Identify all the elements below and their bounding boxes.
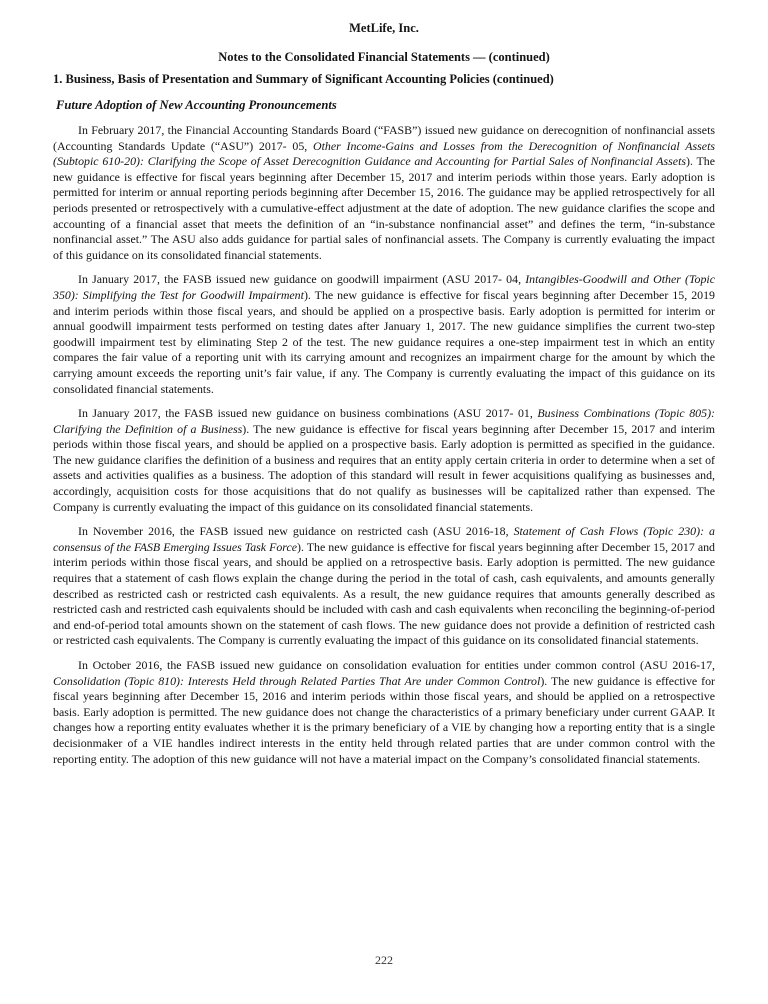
paragraph-text-segment: ). The new guidance is effective for fiscal years beginning after December 15, 2017 and interim periods within those fiscal years, and should be applied on a retrospective basis. Early adoption is permitted. The new guidance requires that a statement of cash flows explain the change during the period in the total of cash, cash equivalents, and amounts generally described as restricted cash or restricted cash equivalents. As a result, the new guidance requires that amounts generally described as restricted cash and restricted cash equivalents should be included with cash and cash equivalents when reconciling the beginning-of-period and end-of-period total amounts shown on the statement of cash flows. The new guidance does not provide a definition of restricted cash or restricted cash equivalents. The Company is currently evaluating the impact of this guidance on its consolidated financial statements. [53,539,715,648]
paragraph-italic-segment: Business Combinations (Topic 805): Clarifying the Definition of a Business [53,406,715,436]
subsection-heading: Future Adoption of New Accounting Pronouncements [56,98,337,112]
document-title: MetLife, Inc. [349,21,419,35]
paragraph-text-segment: ). The new guidance is effective for fiscal years beginning after December 15, 2019 and interim periods within those fiscal years, and should be applied on a prospective basis. Early adoption is permitted for interim or annual goodwill impairment tests performed on testing dates after January 1, 2017. The new guidance simplifies the current two-step goodwill impairment test by eliminating Step 2 of the test. The new guidance requires a one-step impairment test in which an entity compares the fair value of a reporting unit with its carrying amount and recognizes an impairment charge for the amount by which the carrying amount exceeds the reporting unit’s fair value, if any. The Company is currently evaluating the impact of this guidance on its consolidated financial statements. [53,287,715,396]
paragraph [53,658,715,767]
paragraph [53,524,715,649]
paragraph-italic-segment: Other Income-Gains and Losses from the Derecognition of Nonfinancial Assets (Subtopic 610-20): Clarifying the Scope of Asset Derecognition Guidance and Accounting for Partial Sales of Nonfinancial Assets [53,138,715,169]
page-number: 222 [375,953,393,967]
paragraph-text-segment: In January 2017, the FASB issued new guidance on goodwill impairment (ASU 2017- 04, [78,272,526,287]
paragraph-text-segment: In January 2017, the FASB issued new guidance on business combinations (ASU 2017- 01, [78,406,538,421]
paragraph [53,123,715,263]
paragraph-italic-segment: Statement of Cash Flows (Topic 230): a consensus of the FASB Emerging Issues Task Force [53,524,715,554]
paragraph [53,272,715,397]
paragraph-italic-segment: Intangibles-Goodwill and Other (Topic 350): Simplifying the Test for Goodwill Impairment [53,272,715,302]
paragraph-text-segment: ). The new guidance is effective for fiscal years beginning after December 15, 2016 and interim periods within those fiscal years, and should be applied on a retrospective basis. Early adoption is permitted. The new guidance does not change the characteristics of a primary beneficiary under current GAAP. It changes how a reporting entity evaluates whether it is the primary beneficiary of a VIE by changing how a reporting entity that is a single decisionmaker of a VIE handles indirect interests in the entity held through related parties that are under common control with the reporting entity. The adoption of this new guidance will not have a material impact on the Company’s consolidated financial statements. [53,673,715,766]
paragraph-text-segment: ). The new guidance is effective for fiscal years beginning after December 15, 2017 and interim periods within those years. Early adoption is permitted for interim or annual reporting periods beginning after December 15, 2016. The guidance may be applied retrospectively for all periods presented or retrospectively with a cumulative-effect adjustment at the date of adoption. The new guidance clarifies the scope and accounting of a financial asset that meets the definition of an “in-substance nonfinancial asset” and defines the term, “in-substance nonfinancial asset.” The ASU also adds guidance for partial sales of nonfinancial assets. The Company is currently evaluating the impact of this guidance on its consolidated financial statements. [53,154,715,262]
paragraph [53,406,715,515]
paragraph-text-segment: In November 2016, the FASB issued new guidance on restricted cash (ASU 2016-18, [78,524,514,539]
paragraph-italic-segment: Consolidation (Topic 810): Interests Held through Related Parties That Are under Common Control [53,673,541,688]
document-subtitle: Notes to the Consolidated Financial Statements — (continued) [218,50,550,64]
paragraph-text-segment: ). The new guidance is effective for fiscal years beginning after December 15, 2017 and interim periods within those fiscal years, and should be applied on a prospective basis. Early adoption is permitted as specified in the guidance. The new guidance clarifies the definition of a business and requires that an entity apply certain criteria in order to determine when a set of assets and activities qualifies as a business. The adoption of this standard will result in fewer acquisitions qualifying as businesses and, accordingly, acquisition costs for those acquisitions that do not qualify as businesses will be capitalized rather than expensed. The Company is currently evaluating the impact of this guidance on its consolidated financial statements. [53,421,715,514]
paragraph-text-segment: In October 2016, the FASB issued new guidance on consolidation evaluation for entities under common control (ASU 2016-17, [78,658,715,672]
body-text [53,123,715,767]
section-heading: 1. Business, Basis of Presentation and Summary of Significant Accounting Policies (continued) [53,72,554,86]
paragraph-text-segment: In February 2017, the Financial Accounting Standards Board (“FASB”) issued new guidance on derecognition of nonfinancial assets (Accounting Standards Update (“ASU”) 2017- 05, [53,123,715,153]
